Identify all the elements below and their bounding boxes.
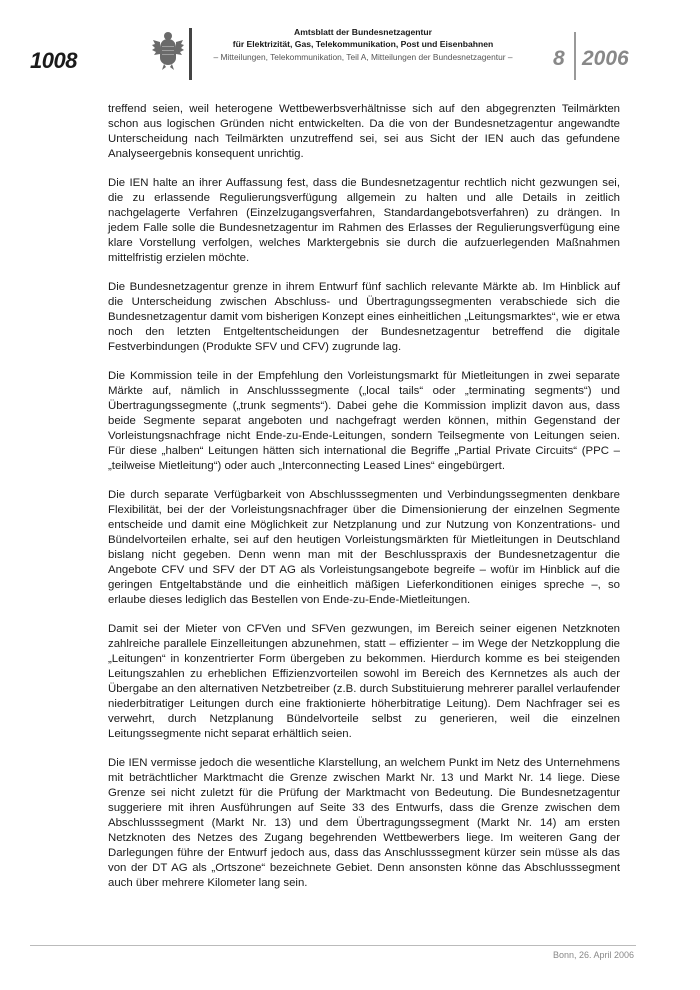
paragraph: treffend seien, weil heterogene Wettbewerbsverhältnisse sich auf den abgegrenzten Teilmärkten schon aus logischen Gründen nicht entwickelten. Da die von der Bundesnetzagentur angewandte Unterscheidung nach Teilmärkten unzutreffend sei, sei aus Sicht der IEN auch das gefundene Analyseergebnis konsequent unrichtig. bbox=[108, 103, 620, 160]
journal-section: – Mitteilungen, Telekommunikation, Teil A, Mitteilungen der Bundesnetzagentur – bbox=[213, 52, 513, 62]
page-number: 1008 bbox=[30, 48, 77, 73]
paragraph: Die IEN halte an ihrer Auffassung fest, dass die Bundesnetzagentur rechtlich nicht gezwungen sei, die zu erlassende Regulierungsverfügung allgemein zu halten und alle Details in zeitlich nachgelagerte Verfahren (Einzelzugangsverfahren, Standardangebotsverfahren) zu drängen. In jedem Falle solle die Bundesnetzagentur im Rahmen des Erlasses der Regulierungsverfügung eine klare Vorstellung verfolgen, welches Marktergebnis sie durch die aufzuerlegenden Maßnahmen mittelfristig erzielen möchte. bbox=[108, 177, 620, 264]
header-divider bbox=[189, 28, 192, 80]
body-text bbox=[108, 102, 620, 905]
journal-title: Amtsblatt der Bundesnetzagentur bbox=[294, 27, 432, 37]
journal-subtitle: für Elektrizität, Gas, Telekommunikation, Post und Eisenbahnen bbox=[232, 39, 494, 49]
journal-header bbox=[196, 26, 530, 63]
issue-divider bbox=[574, 32, 576, 80]
paragraph: Damit sei der Mieter von CFVen und SFVen gezwungen, im Bereich seiner eigenen Netzknoten zahlreiche parallele Einzelleitungen abzunehmen, statt – effizienter – im Wege der Netzkopplung die „Leitungen“ in konzentrierter Form übergeben zu bekommen. Hierdurch komme es bei steigenden Leitungszahlen zu erheblichen Effizienzvorteilen sowohl im Bereich des Kernnetzes als auch der Übergabe an den alternativen Netzbetreiber (z.B. durch Substituierung mehrerer parallel verlaufender niederbitratiger Leitungen durch eine fraktionierte höherbitratige Leitung). Dem Nachfrager sei es verwehrt, durch Netzplanung Bündelvorteile selbst zu generieren, weil die einzelnen Leitungssegmente nicht separat erhältlich seien. bbox=[108, 623, 620, 740]
footer-divider bbox=[30, 945, 636, 946]
issue-number: 8 bbox=[553, 47, 565, 70]
paragraph: Die Bundesnetzagentur grenze in ihrem Entwurf fünf sachlich relevante Märkte ab. Im Hinblick auf die Unterscheidung zwischen Abschluss- und Übertragungssegmenten verabschiede sich die Bundesnetzagentur damit vom bisherigen Konzept eines einheitlichen „Leitungsmarktes“, wie er etwa noch den letzten Entgeltentscheidungen der Bundesnetzagentur betreffend die digitale Festverbindungen (Produkte SFV und CFV) zugrunde lag. bbox=[108, 281, 620, 353]
federal-eagle-icon bbox=[152, 30, 184, 70]
issue-year: 2006 bbox=[582, 47, 629, 70]
paragraph: Die IEN vermisse jedoch die wesentliche Klarstellung, an welchem Punkt im Netz des Unternehmens mit beträchtlicher Marktmacht die Grenze zwischen Markt Nr. 13 und Markt Nr. 14 liege. Diese Grenze sei nicht zuletzt für die Prüfung der Marktmacht von Bedeutung. Die Bundesnetzagentur suggeriere mit ihren Ausführungen auf Seite 33 des Entwurfs, dass die Grenze zwischen dem Abschlusssegment (Markt Nr. 13) und dem Übertragungssegment (Markt Nr. 14) am ersten Netzknoten des Netzes des Zugang begehrenden Wettbewerbers liege. Im weiteren Gang der Darlegungen führe der Entwurf jedoch aus, dass das Anschlusssegment kürzer sein müsse als das von der DT AG als „Ortszone“ bezeichnete Gebiet. Denn ansonsten könne das Abschlusssegment auch über mehrere Kilometer lang sein. bbox=[108, 757, 620, 889]
paragraph: Die Kommission teile in der Empfehlung den Vorleistungsmarkt für Mietleitungen in zwei separate Märkte auf, nämlich in Anschlusssegmente („local tails“ oder „terminating segments“) und Übertragungssegmente („trunk segments“). Dabei gehe die Kommission implizit davon aus, dass beide Segmente separat angeboten und nachgefragt werden können, mithin Gegenstand der Vorleistungsnachfrage nicht Ende-zu-Ende-Leitungen, sondern Teilsegmente von Leitungen seien. Für diese „halben“ Leitungen hätten sich international die Begriffe „Partial Private Circuits“ (PPC – „teilweise Mietleitung“) oder auch „Interconnecting Leased Lines“ eingebürgert. bbox=[108, 370, 620, 472]
footer-place-date: Bonn, 26. April 2006 bbox=[552, 950, 634, 960]
paragraph: Die durch separate Verfügbarkeit von Abschlusssegmenten und Verbindungssegmenten denkbare Flexibilität, bei der der Vorleistungsnachfrager über die Dimensionierung der einzelnen Segmente entscheide und damit eine Möglichkeit zur Netzplanung und zur Nutzung von Konzentrations- und Bündelvorteilen erhalte, sei auf den heutigen Vorleistungsmärkten für Mietleitungen in Deutschland bislang nicht gegeben. Denn wenn man mit der Beschlusspraxis der Bundesnetzagentur die Angebote CFV und SFV der DT AG als Vorleistungsangebote begreife – wofür im Hinblick auf die geringen Entgeltabstände und die einheitlich mäßigen Lieferkonditionen einiges spreche –, so erlaube dieses lediglich das Bestellen von Ende-zu-Ende-Mietleitungen. bbox=[108, 489, 620, 606]
